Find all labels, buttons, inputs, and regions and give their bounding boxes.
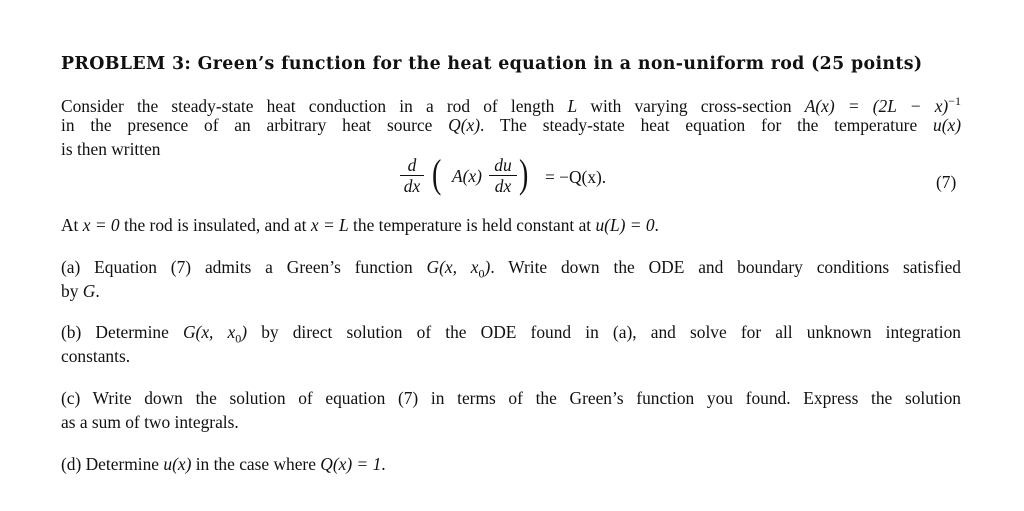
close-paren: ): [518, 151, 529, 196]
part-a-text: .: [95, 281, 100, 301]
boundary-line: [61, 214, 961, 236]
math-xL: x = L: [310, 215, 349, 235]
fraction-denominator: dx: [494, 176, 512, 196]
problem-heading: PROBLEM 3: Green’s function for the heat equation in a non-uniform rod (25 points): [61, 54, 923, 74]
intro-text: . The steady-state heat equation for the temperature: [480, 115, 933, 135]
part-a-text: . Write down the ODE and boundary conditions satisfied: [490, 257, 961, 277]
part-d-text: in the case where: [191, 454, 321, 474]
fraction-numerator: d: [407, 155, 417, 175]
part-b-line-2: constants.: [61, 346, 131, 366]
boundary-text: the rod is insulated, and at: [119, 215, 311, 235]
math-u-of-x: u(x): [163, 454, 192, 474]
boundary-text: the temperature is held constant at: [348, 215, 596, 235]
part-c-line-2: as a sum of two integrals.: [61, 412, 239, 432]
fraction-numerator: du: [494, 155, 512, 175]
part-b-text: (b) Determine: [61, 322, 183, 342]
part-b-text: by direct solution of the ODE found in (a), and solve for all unknown integration: [247, 322, 961, 342]
math-subscript: 0: [478, 266, 485, 281]
part-a-line-2: [61, 280, 961, 302]
math-greens-function: G(x, x: [426, 257, 479, 277]
math-uL: u(L) = 0: [595, 215, 655, 235]
intro-text: with varying cross-section: [577, 95, 805, 116]
part-d-line: [61, 453, 961, 475]
boundary-text: At: [61, 215, 83, 235]
math-cross-section: A(x) = (2L − x): [804, 95, 949, 116]
math-close: ): [484, 257, 491, 277]
intro-text: Consider the steady-state heat conduction in a rod of length: [61, 95, 568, 116]
part-c-line-1: (c) Write down the solution of equation (7) in terms of the Green’s function you found. Express the solution: [61, 388, 961, 408]
math-greens-function: G(x, x: [182, 322, 236, 342]
math-close: ): [241, 322, 248, 342]
intro-line-3: is then written: [61, 139, 161, 159]
fraction-d-dx: [400, 155, 424, 196]
intro-line-2: [61, 114, 961, 136]
open-paren: (: [431, 151, 442, 196]
intro-text: in the presence of an arbitrary heat source: [61, 115, 449, 135]
fraction-denominator: dx: [403, 176, 421, 196]
part-a-text: (a) Equation (7) admits a Green’s function: [61, 257, 427, 277]
math-x0: x = 0: [82, 215, 120, 235]
intro-line-1: [61, 90, 961, 117]
equation-number: (7): [936, 172, 957, 192]
math-subscript: 0: [235, 331, 242, 346]
part-a-text: by: [61, 281, 83, 301]
part-d-text: (d) Determine: [61, 454, 164, 474]
math-L: L: [567, 95, 578, 116]
fraction-du-dx: [489, 155, 517, 196]
part-d-text: .: [381, 454, 386, 474]
boundary-text: .: [654, 215, 659, 235]
math-Q-equals-1: Q(x) = 1: [320, 454, 382, 474]
math-G: G: [82, 281, 96, 301]
math-exponent: −1: [948, 94, 961, 108]
heat-equation: [380, 151, 680, 211]
equation-rhs: = −Q(x).: [545, 167, 607, 187]
math-heat-source: Q(x): [448, 115, 481, 135]
math-A-of-x: A(x): [452, 166, 482, 186]
math-temperature: u(x): [933, 115, 961, 135]
